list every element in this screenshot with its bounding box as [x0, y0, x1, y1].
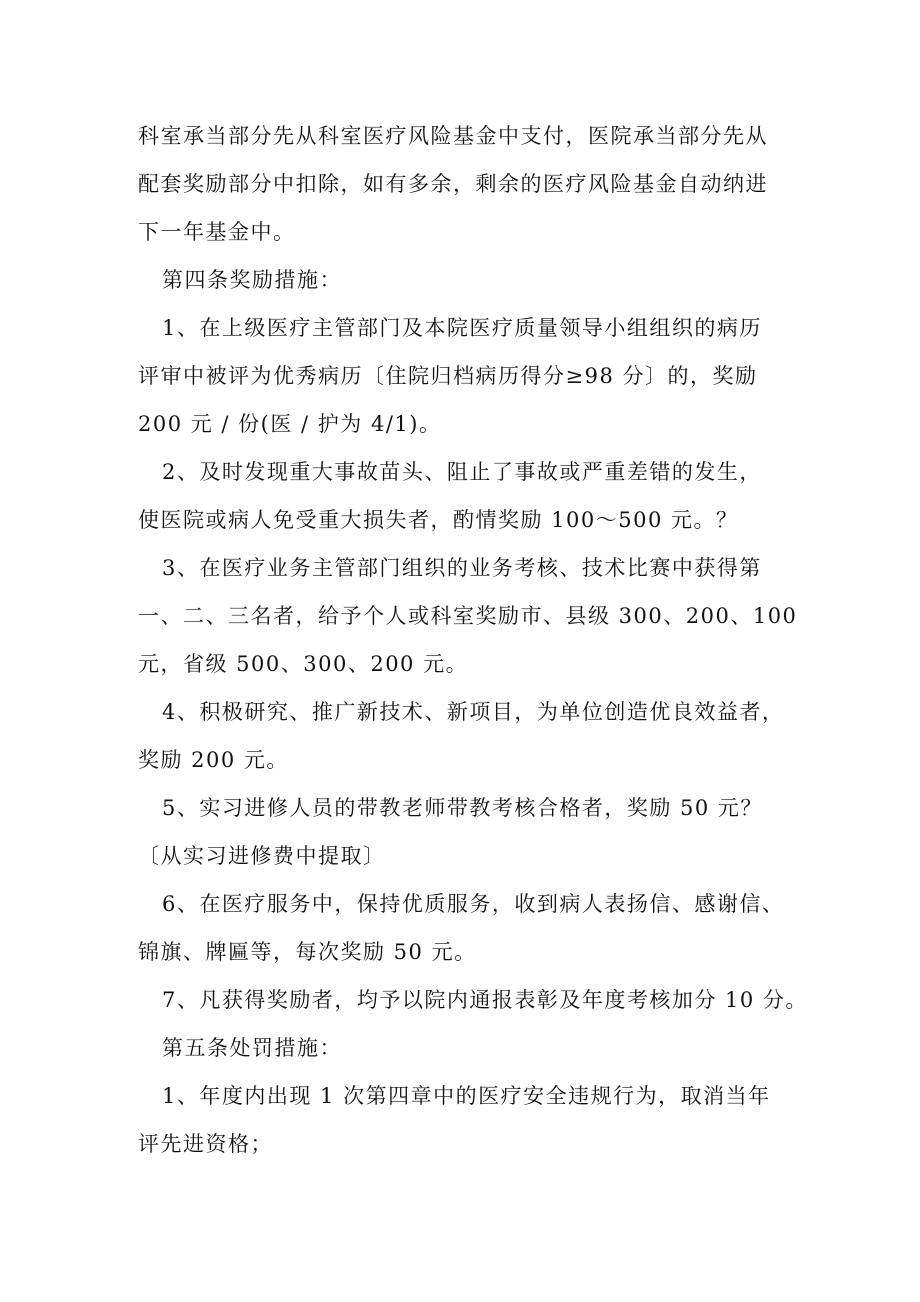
- text-line: 锦旗、牌匾等，每次奖励 50 元。: [138, 940, 477, 964]
- text-line: 〔从实习进修费中提取〕: [138, 844, 386, 868]
- text-line: 200 元 / 份(医 / 护为 4/1)。: [138, 412, 442, 436]
- text-line: 配套奖励部分中扣除，如有多余，剩余的医疗风险基金自动纳进: [138, 172, 768, 196]
- text-line: 4、积极研究、推广新技术、新项目，为单位创造优良效益者，: [162, 700, 785, 724]
- text-line: 1、在上级医疗主管部门及本院医疗质量领导小组组织的病历: [162, 316, 762, 340]
- text-line: 评审中被评为优秀病历〔住院归档病历得分≥98 分〕的，奖励: [138, 364, 758, 388]
- text-line: 一、二、三名者，给予个人或科室奖励市、县级 300、200、100: [138, 604, 798, 628]
- section-heading: 第四条奖励措施：: [162, 268, 342, 292]
- text-line: 5、实习进修人员的带教老师带教考核合格者，奖励 50 元？: [162, 796, 763, 820]
- text-line: 2、及时发现重大事故苗头、阻止了事故或严重差错的发生，: [162, 460, 762, 484]
- text-line: 评先进资格；: [138, 1132, 273, 1156]
- text-line: 使医院或病人免受重大损失者，酌情奖励 100～500 元。？: [138, 508, 739, 532]
- text-line: 下一年基金中。: [138, 220, 296, 244]
- text-line: 奖励 200 元。: [138, 748, 289, 772]
- text-line: 元，省级 500、300、200 元。: [138, 652, 469, 676]
- text-line: 6、在医疗服务中，保持优质服务，收到病人表扬信、感谢信、: [162, 892, 785, 916]
- text-line: 1、年度内出现 1 次第四章中的医疗安全违规行为，取消当年: [162, 1084, 771, 1108]
- text-line: 7、凡获得奖励者，均予以院内通报表彰及年度考核加分 10 分。: [162, 988, 808, 1012]
- text-line: 3、在医疗业务主管部门组织的业务考核、技术比赛中获得第: [162, 556, 762, 580]
- text-line: 科室承当部分先从科室医疗风险基金中支付，医院承当部分先从: [138, 124, 768, 148]
- section-heading: 第五条处罚措施：: [162, 1036, 342, 1060]
